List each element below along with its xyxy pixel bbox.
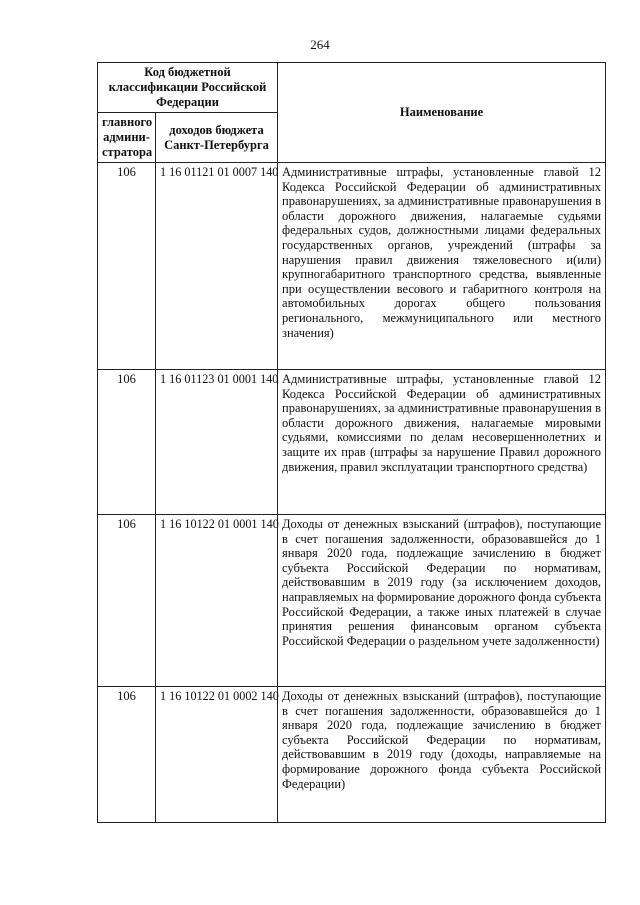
income-code-cell: 1 16 01121 01 0007 140 [156, 163, 278, 370]
header-income-spb: доходов бюджета Санкт-Петербурга [156, 113, 278, 163]
page-number: 264 [310, 37, 330, 52]
name-cell: Административные штрафы, установленные главой 12 Кодекса Российской Федерации об административных правонарушениях, за административные правонарушения в области дорожного движения, налагаемые мировыми судьями, комиссиями по делам несовершеннолетних и защите их прав (штрафы за нарушение Правил дорожного движения, правил эксплуатации транспортного средства) [278, 370, 606, 515]
table-row [98, 515, 606, 687]
budget-classification-table [97, 62, 606, 823]
name-cell: Административные штрафы, установленные главой 12 Кодекса Российской Федерации об административных правонарушениях, за административные правонарушения в области дорожного движения, налагаемые судьями федеральных судов, должностными лицами федеральных государственных органов, учреждений (штрафы за нарушения правил движения тяжеловесного и(или) крупногабаритного транспортного средства, выявленные при осуществлении весового и габаритного контроля на автомобильных дорогах общего пользования регионального, межмуниципального или местного значения) [278, 163, 606, 370]
income-code-cell: 1 16 01123 01 0001 140 [156, 370, 278, 515]
name-cell: Доходы от денежных взысканий (штрафов), поступающие в счет погашения задолженности, образовавшейся до 1 января 2020 года, подлежащие зачислению в бюджет субъекта Российской Федерации по нормативам, действовавшим в 2019 году (за исключением доходов, направляемых на формирование дорожного фонда субъекта Российской Федерации, а также иных платежей в случае принятия решения финансовым органом субъекта Российской Федерации о раздельном учете задолженности) [278, 515, 606, 687]
admin-code-cell: 106 [98, 370, 156, 515]
table-row [98, 687, 606, 823]
admin-code-cell: 106 [98, 687, 156, 823]
table-row [98, 370, 606, 515]
income-code-cell: 1 16 10122 01 0002 140 [156, 687, 278, 823]
header-budget-classification: Код бюджетной классификации Российской Федерации [98, 63, 278, 113]
header-name: Наименование [278, 63, 606, 163]
admin-code-cell: 106 [98, 163, 156, 370]
admin-code-cell: 106 [98, 515, 156, 687]
header-main-administrator: главного админи-стратора [98, 113, 156, 163]
income-code-cell: 1 16 10122 01 0001 140 [156, 515, 278, 687]
name-cell: Доходы от денежных взысканий (штрафов), поступающие в счет погашения задолженности, образовавшейся до 1 января 2020 года, подлежащие зачислению в бюджет субъекта Российской Федерации по нормативам, действовавшим в 2019 году (доходы, направляемые на формирование дорожного фонда субъекта Российской Федерации) [278, 687, 606, 823]
table-row [98, 163, 606, 370]
